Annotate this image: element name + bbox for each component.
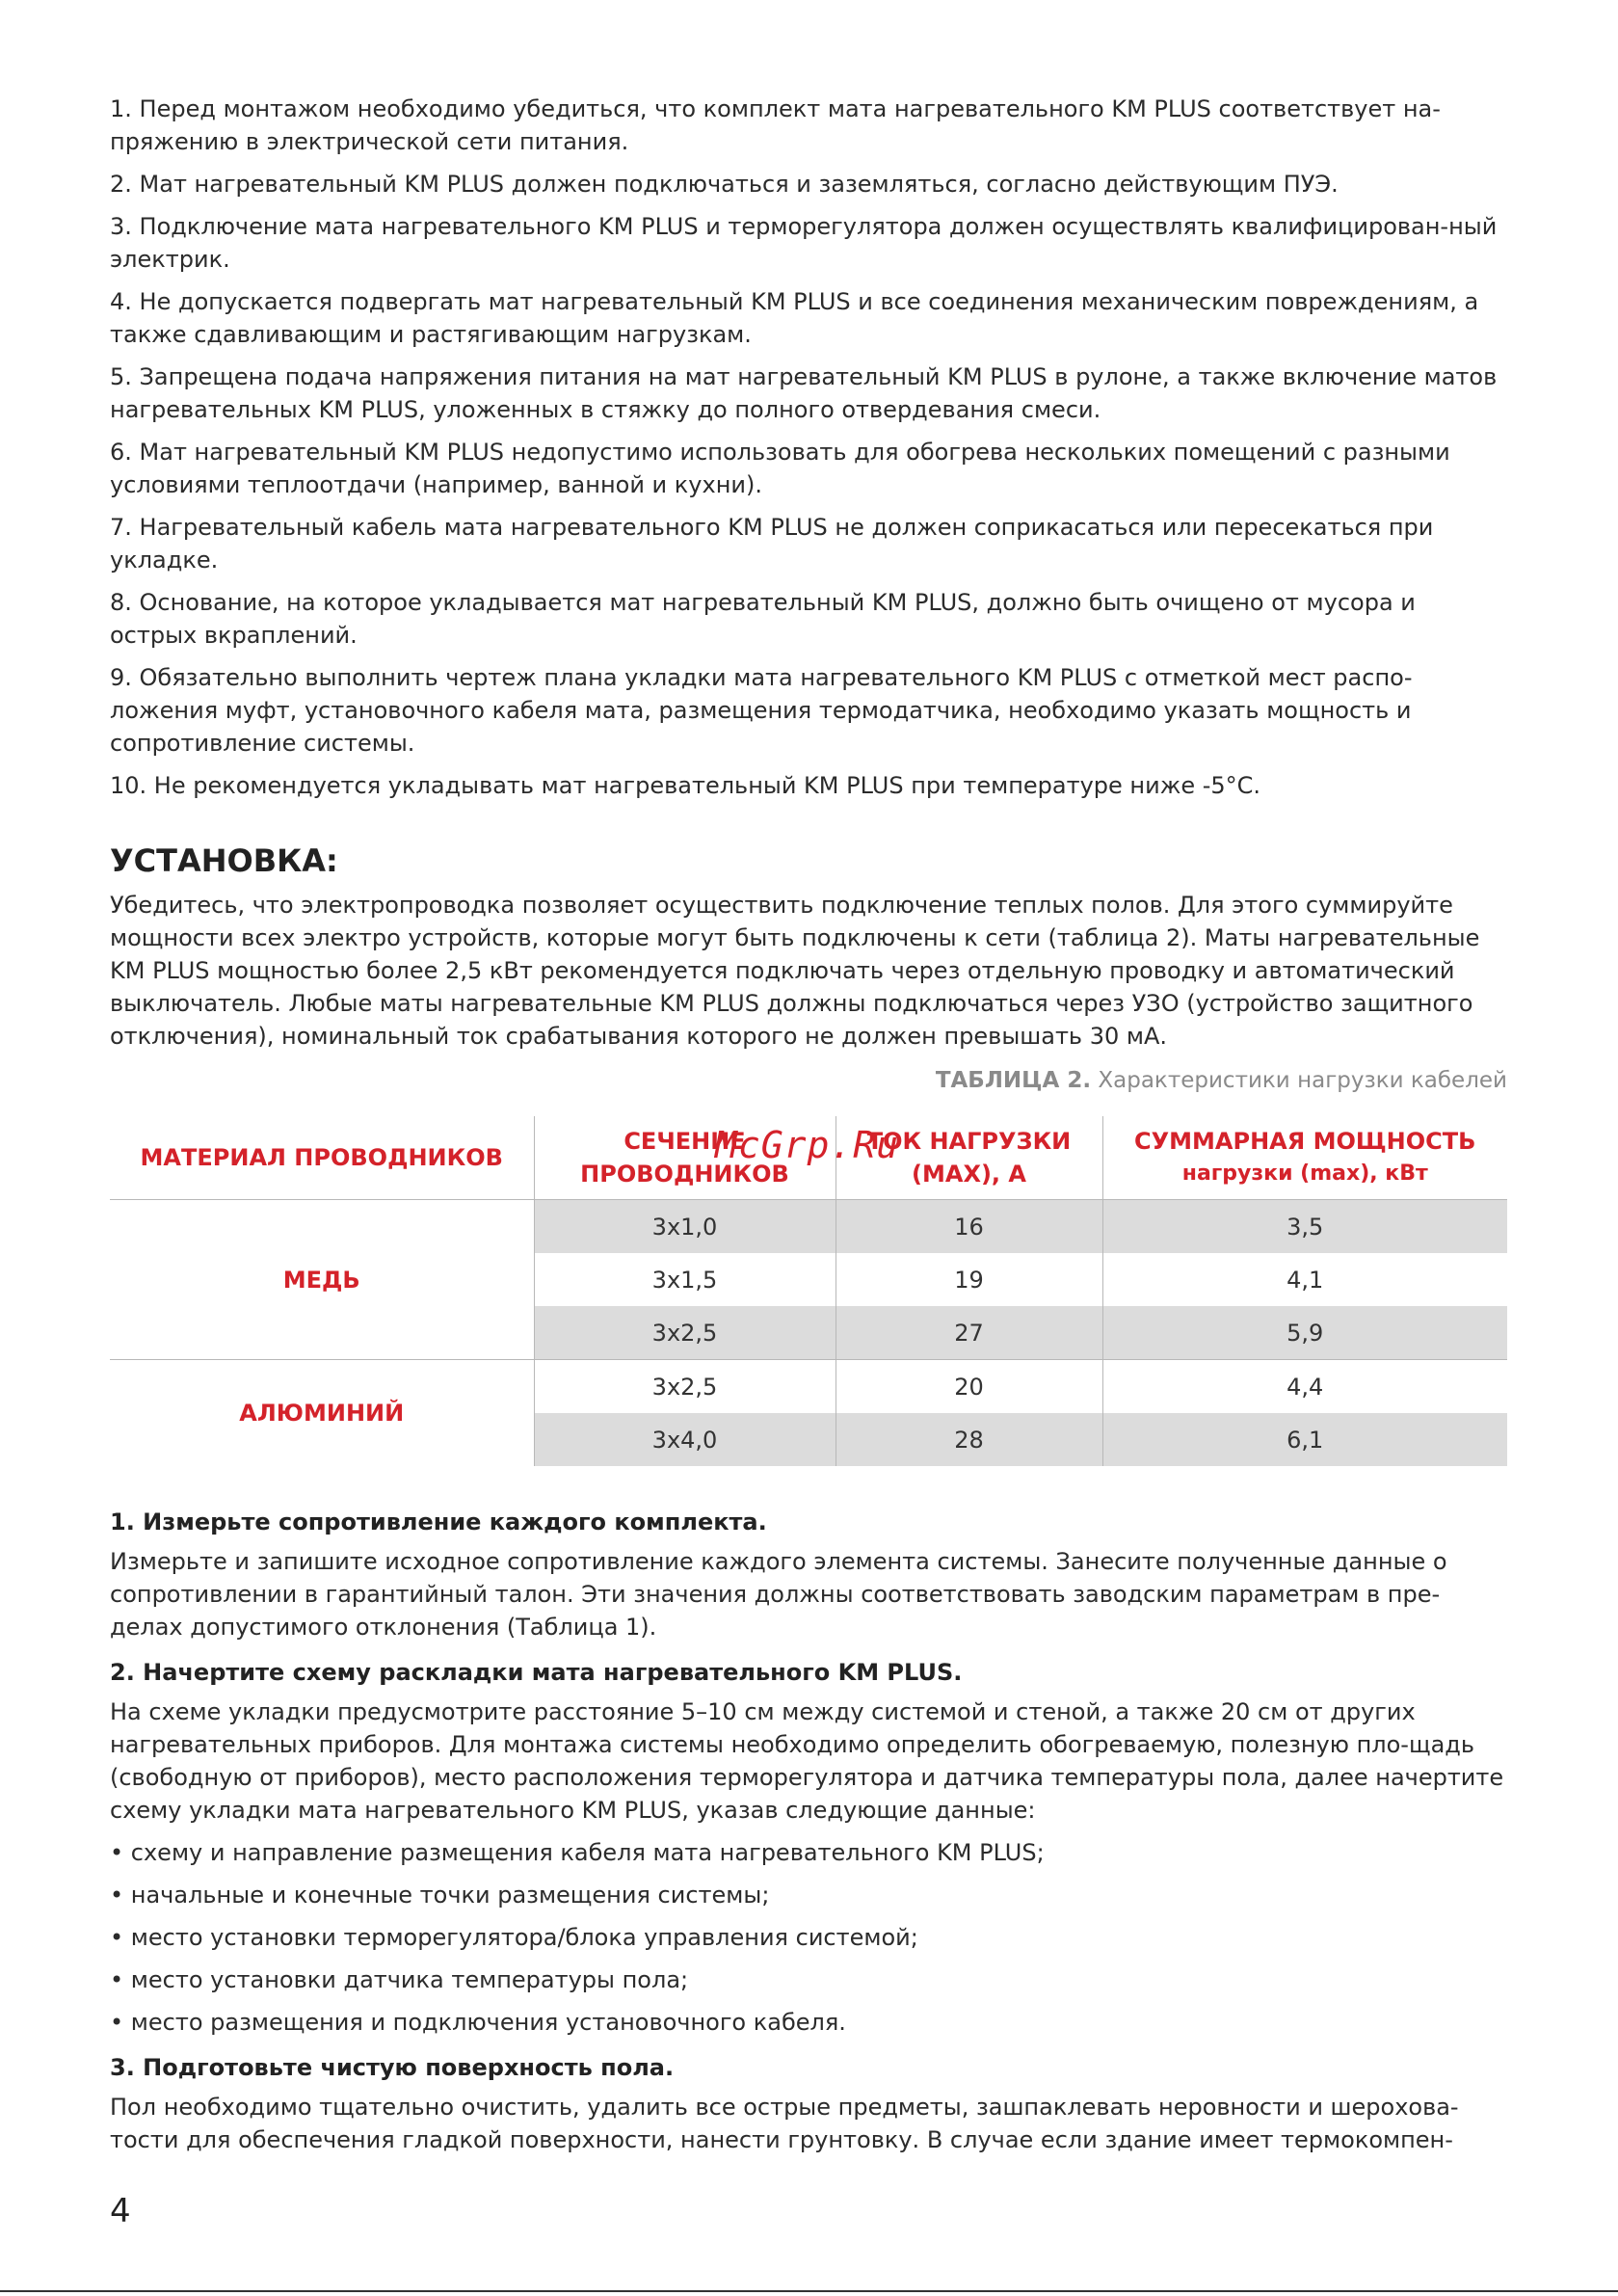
cell-current: 20 <box>836 1360 1102 1414</box>
load-table <box>110 1116 1507 1466</box>
list-item: 8. Основание, на которое укладывается мат нагревательный KM PLUS, должно быть очищено от мусора и острых вкраплений. <box>110 589 1416 649</box>
footer-divider <box>0 2290 1618 2292</box>
install-heading: УСТАНОВКА: <box>110 842 338 879</box>
cell-section: 3х1,5 <box>534 1253 836 1306</box>
cell-power: 4,1 <box>1102 1253 1507 1306</box>
list-item: 6. Мат нагревательный KM PLUS недопустимо использовать для обогрева нескольких помещений с разными условиями теплоотдачи (например, ванной и кухни). <box>110 439 1450 498</box>
list-item: 3. Подключение мата нагревательного KM PLUS и терморегулятора должен осуществлять квалифицирован-ный электрик. <box>110 213 1498 273</box>
page-number: 4 <box>110 2192 131 2230</box>
cell-section: 3х1,0 <box>534 1200 836 1254</box>
cell-power: 4,4 <box>1102 1360 1507 1414</box>
list-item: 1. Перед монтажом необходимо убедиться, что комплект мата нагревательного KM PLUS соответствует на-пряжению в электрической сети питания. <box>110 95 1441 155</box>
list-item: 7. Нагревательный кабель мата нагревательного KM PLUS не должен соприкасаться или пересекаться при укладке. <box>110 514 1434 574</box>
bullet-item: • схему и направление размещения кабеля мата нагревательного KM PLUS; <box>110 1839 1045 1866</box>
list-item: 5. Запрещена подача напряжения питания на мат нагревательный KM PLUS в рулоне, а также включение матов нагревательных KM PLUS, уложенных в стяжку до полного отвердевания смеси. <box>110 363 1498 423</box>
list-item: 2. Мат нагревательный KM PLUS должен подключаться и заземляться, согласно действующим ПУЭ. <box>110 171 1339 198</box>
cell-current: 19 <box>836 1253 1102 1306</box>
step-3-title: 3. Подготовьте чистую поверхность пола. <box>110 2054 675 2081</box>
cell-section: 3х2,5 <box>534 1306 836 1360</box>
step-1-text: Измерьте и запишите исходное сопротивление каждого элемента системы. Занесите полученные данные о сопротивлении в гарантийный талон. Эти значения должны соответствовать заводским параметрам в пре-делах допустимого отклонения (Таблица 1). <box>110 1548 1447 1641</box>
table-caption <box>110 1068 1507 1093</box>
list-item: 9. Обязательно выполнить чертеж плана укладки мата нагревательного KM PLUS с отметкой мест распо-ложения муфт, установочного кабеля мата, размещения термодатчика, необходимо указать мощность и сопротивление системы. <box>110 664 1413 757</box>
cell-power: 5,9 <box>1102 1306 1507 1360</box>
table-row <box>110 1200 1507 1254</box>
cell-current: 27 <box>836 1306 1102 1360</box>
table-row <box>110 1360 1507 1414</box>
step-2-title: 2. Начертите схему раскладки мата нагревательного KM PLUS. <box>110 1659 963 1686</box>
bullet-item: • место установки датчика температуры пола; <box>110 1966 689 1993</box>
header-section: СЕЧЕНИЕ ПРОВОДНИКОВ <box>534 1116 836 1200</box>
cell-section: 3х4,0 <box>534 1413 836 1466</box>
header-current: ТОК НАГРУЗКИ (MAX), A <box>836 1116 1102 1200</box>
bullet-item: • начальные и конечные точки размещения системы; <box>110 1882 770 1909</box>
cell-power: 3,5 <box>1102 1200 1507 1254</box>
step-2-text: На схеме укладки предусмотрите расстояние 5–10 см между системой и стеной, а также 20 см от других нагревательных приборов. Для монтажа системы необходимо определить обогреваемую, полезную пло-щадь (свободную от приборов), место расположения терморегулятора и датчика температуры пола, далее начертите схему укладки мата нагревательного KM PLUS, указав следующие данные: <box>110 1698 1504 1824</box>
cell-section: 3х2,5 <box>534 1360 836 1414</box>
header-power: СУММАРНАЯ МОЩНОСТЬ нагрузки (max), кВт <box>1102 1116 1507 1200</box>
watermark: McGrp.Ru <box>715 1124 900 1166</box>
table-caption-text: Характеристики нагрузки кабелей <box>1098 1068 1507 1093</box>
bullet-item: • место установки терморегулятора/блока управления системой; <box>110 1924 918 1951</box>
list-item: 10. Не рекомендуется укладывать мат нагревательный KM PLUS при температуре ниже -5°С. <box>110 772 1261 799</box>
list-item: 4. Не допускается подвергать мат нагревательный KM PLUS и все соединения механическим повреждениям, а также сдавливающим и растягивающим нагрузкам. <box>110 288 1479 348</box>
header-material: МАТЕРИАЛ ПРОВОДНИКОВ <box>110 1116 534 1200</box>
cell-power: 6,1 <box>1102 1413 1507 1466</box>
cell-current: 28 <box>836 1413 1102 1466</box>
bullet-item: • место размещения и подключения установочного кабеля. <box>110 2009 846 2036</box>
step-1-title: 1. Измерьте сопротивление каждого комплекта. <box>110 1508 767 1535</box>
step-3-text: Пол необходимо тщательно очистить, удалить все острые предметы, зашпаклевать неровности и шерохова-тости для обеспечения гладкой поверхности, нанести грунтовку. В случае если здание имеет термокомпен- <box>110 2094 1459 2153</box>
install-intro: Убедитесь, что электропроводка позволяет осуществить подключение теплых полов. Для этого суммируйте мощности всех электро устройств, которые могут быть подключены к сети (таблица 2). Маты нагревательные KM PLUS мощностью более 2,5 кВт рекомендуется подключать через отдельную проводку и автоматический выключатель. Любые маты нагревательные KM PLUS должны подключаться через УЗО (устройство защитного отключения), номинальный ток срабатывания которого не должен превышать 30 мА. <box>110 892 1480 1050</box>
material-copper: МЕДЬ <box>110 1200 534 1360</box>
cell-current: 16 <box>836 1200 1102 1254</box>
table-caption-label: ТАБЛИЦА 2. <box>935 1068 1092 1093</box>
material-aluminum: АЛЮМИНИЙ <box>110 1360 534 1467</box>
